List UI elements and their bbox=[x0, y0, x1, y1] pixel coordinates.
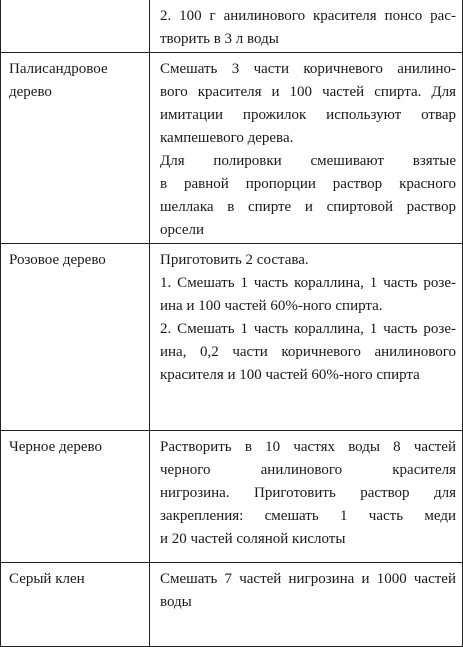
recipe-line: в равной пропорции раствор красного bbox=[160, 176, 456, 192]
recipe-line: красителя и 100 частей 60%-ного спирта bbox=[160, 367, 420, 383]
recipe-line: вого красителя и 100 частей спирта. Для bbox=[160, 84, 456, 100]
wood-name-cell bbox=[1, 563, 149, 646]
recipe-line: нигрозина. Приготовить раствор для bbox=[160, 485, 456, 501]
recipe-line: ина и 100 частей 60%-ного спирта. bbox=[160, 298, 383, 314]
recipe-line: творить в 3 л воды bbox=[160, 31, 279, 47]
wood-name-line: Розовое дерево bbox=[9, 252, 106, 268]
recipe-cell bbox=[149, 53, 462, 243]
recipe-cell bbox=[149, 244, 462, 430]
recipe-line: имитации прожилок используют отвар bbox=[160, 107, 456, 123]
recipe-line: Для полировки смешивают взятые bbox=[160, 153, 456, 169]
recipe-line: и 20 частей соляной кислоты bbox=[160, 531, 346, 547]
recipe-line: Растворить в 10 частях воды 8 частей bbox=[160, 439, 456, 455]
table-row bbox=[1, 52, 462, 243]
recipe-line: 2. Смешать 1 часть кораллина, 1 часть розе- bbox=[160, 321, 456, 337]
recipe-line: Приготовить 2 состава. bbox=[160, 252, 309, 268]
table-row bbox=[1, 562, 462, 646]
wood-name-cell bbox=[1, 53, 149, 243]
wood-name-line: Палисандровое bbox=[9, 61, 108, 77]
recipe-line: ина, 0,2 части коричневого анилинового bbox=[160, 344, 456, 360]
recipe-line: орсели bbox=[160, 222, 205, 238]
recipe-line: закрепления: смешать 1 часть меди bbox=[160, 508, 456, 524]
recipe-line: 1. Смешать 1 часть кораллина, 1 часть розе- bbox=[160, 275, 456, 291]
wood-name-line: Черное дерево bbox=[9, 439, 102, 455]
wood-name-cell bbox=[1, 431, 149, 562]
table-row bbox=[1, 430, 462, 562]
table-row bbox=[1, 0, 462, 52]
wood-name-line: дерево bbox=[9, 84, 52, 100]
recipe-line: Смешать 3 части коричневого анилино- bbox=[160, 61, 456, 77]
recipe-line: воды bbox=[160, 594, 192, 610]
wood-name-cell bbox=[1, 0, 149, 52]
recipe-line: черного анилинового красителя bbox=[160, 462, 456, 478]
table-row bbox=[1, 243, 462, 430]
wood-name-line: Серый клен bbox=[9, 571, 85, 587]
recipe-cell bbox=[149, 431, 462, 562]
recipe-cell bbox=[149, 563, 462, 646]
recipe-cell bbox=[149, 0, 462, 52]
recipe-line: шеллака в спирте и спиртовой раствор bbox=[160, 199, 456, 215]
recipe-line: Смешать 7 частей нигрозина и 1000 частей bbox=[160, 571, 456, 587]
recipe-line: 2. 100 г анилинового красителя понсо рас- bbox=[160, 8, 456, 24]
wood-name-cell bbox=[1, 244, 149, 430]
recipe-line: кампешевого дерева. bbox=[160, 130, 294, 146]
